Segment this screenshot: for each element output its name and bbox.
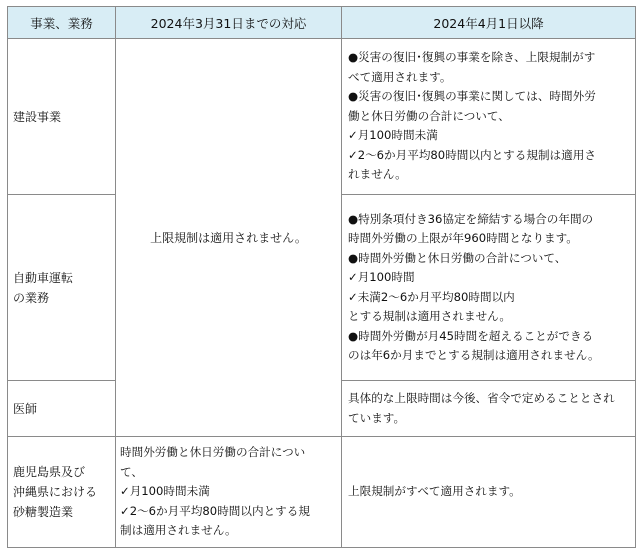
business-label bbox=[8, 195, 116, 381]
table-row bbox=[8, 437, 636, 548]
note-line: ✓月100時間未満 bbox=[120, 484, 210, 499]
note-line: 時間外労働の上限が年960時間となります。 bbox=[348, 231, 578, 245]
header-row bbox=[8, 7, 636, 39]
header-business: 事業、業務 bbox=[8, 7, 116, 39]
note-line: 具体的な上限時間は今後、省令で定めることとされ bbox=[348, 391, 615, 405]
label-line: 砂糖製造業 bbox=[13, 505, 74, 519]
note-line: べて適用されます。 bbox=[348, 69, 452, 84]
business-label: 医師 bbox=[8, 381, 116, 437]
after-cell: 上限規制がすべて適用されます。 bbox=[342, 437, 636, 548]
table-row bbox=[8, 39, 636, 195]
after-cell bbox=[342, 381, 636, 437]
business-label bbox=[8, 437, 116, 548]
note-line: とする規制は適用されません。 bbox=[348, 309, 512, 323]
label-line: 沖縄県における bbox=[13, 485, 98, 499]
header-until-2024-03-31: 2024年3月31日までの対応 bbox=[116, 7, 342, 39]
label-line: 自動車運転 bbox=[13, 270, 74, 285]
note-line: ●時間外労働と休日労働の合計について、 bbox=[348, 250, 567, 265]
regulation-table bbox=[7, 6, 636, 548]
label-line: の業務 bbox=[13, 290, 50, 305]
note-line: 働と休日労働の合計について、 bbox=[348, 108, 510, 123]
note-line: 制は適用されません。 bbox=[120, 523, 237, 538]
label-line: 鹿児島県及び bbox=[13, 465, 86, 479]
note-line: ●時間外労働が月45時間を超えることができる bbox=[348, 328, 594, 343]
business-label: 建設事業 bbox=[8, 39, 116, 195]
header-from-2024-04-01: 2024年4月1日以降 bbox=[342, 7, 636, 39]
before-cell bbox=[116, 437, 342, 548]
note-line: ●災害の復旧･復興の事業に関しては、時間外労 bbox=[348, 89, 596, 104]
note-line: ✓月100時間 bbox=[348, 270, 415, 284]
note-line: れません。 bbox=[348, 167, 407, 182]
note-line: ●災害の復旧･復興の事業を除き、上限規制がす bbox=[348, 50, 596, 65]
note-line: て、 bbox=[120, 464, 143, 479]
note-line: のは年6か月までとする規制は適用されません。 bbox=[348, 348, 600, 362]
after-cell bbox=[342, 195, 636, 381]
note-line: 時間外労働と休日労働の合計につい bbox=[120, 445, 306, 460]
after-cell bbox=[342, 39, 636, 195]
note-line: ています。 bbox=[348, 410, 406, 425]
before-cell-shared: 上限規制は適用されません。 bbox=[116, 39, 342, 437]
note-line: ✓月100時間未満 bbox=[348, 128, 438, 143]
note-line: ●特別条項付き36協定を締結する場合の年間の bbox=[348, 211, 594, 226]
note-line: ✓2～6か月平均80時間以内とする規 bbox=[120, 503, 310, 518]
note-line: ✓未満2～6か月平均80時間以内 bbox=[348, 289, 515, 304]
note-line: ✓2～6か月平均80時間以内とする規制は適用さ bbox=[348, 147, 596, 162]
